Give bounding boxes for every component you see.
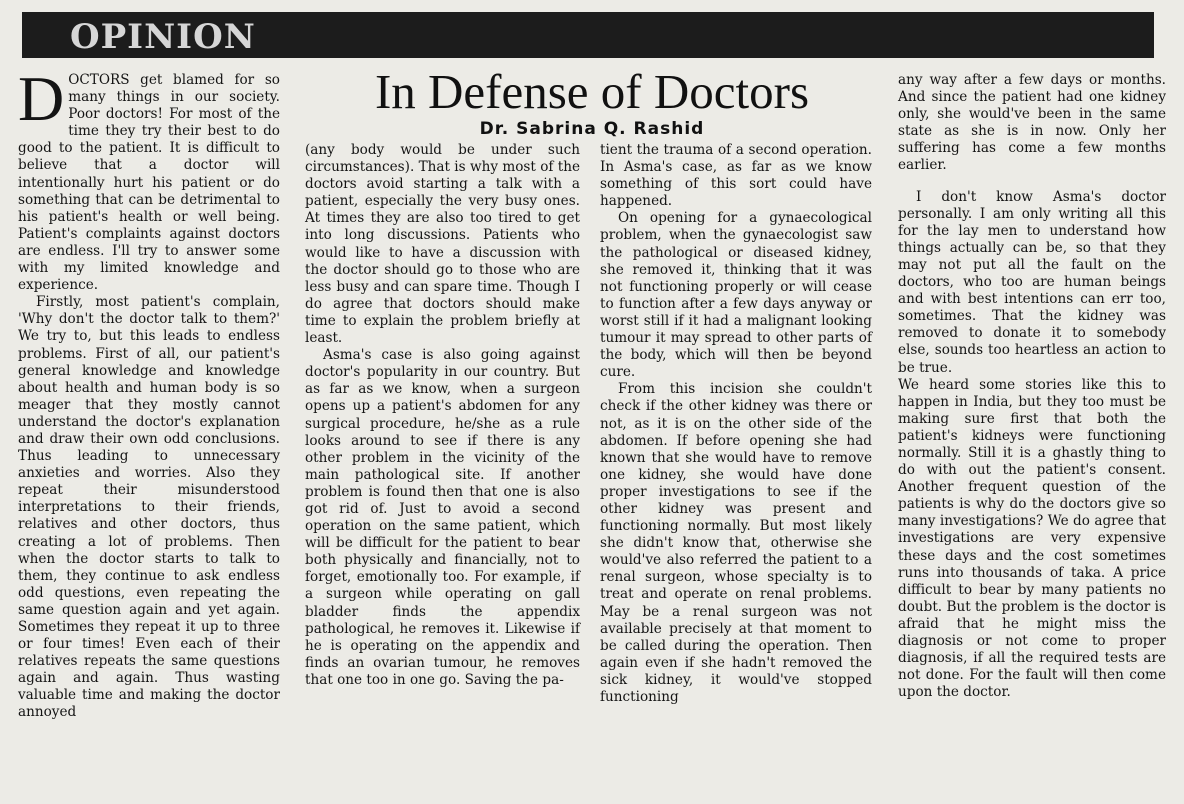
article-column-1 <box>18 63 280 722</box>
paragraph: I don't know Asma's doctor personally. I am only writing all this for the lay men to understand how things actually can be, so that they may not put all the fault on the doctors, who too are human beings and with best intentions can err too, sometimes. That the kidney was removed to donate it to somebody else, sounds too heartless an action to be true. <box>898 188 1166 376</box>
paragraph: any way after a few days or months. And since the patient had one kidney only, she would've been in the same state as she is in now. Only her suffering has come a few months earlier. <box>898 72 1166 174</box>
paragraph: Firstly, most patient's complain, 'Why don't the doctor talk to them?' We try to, but this leads to endless problems. First of all, our patient's general knowledge and knowledge about health and human body is so meager that they mostly cannot understand the doctor's explanation and draw their own odd conclusions. Thus leading to unnecessary anxieties and worries. Also they repeat their misunderstood interpretations to their friends, relatives and other doctors, thus creating a lot of problems. Then when the doctor starts to talk to them, they continue to ask endless odd questions, even repeating the same question again and yet again. Sometimes they repeat it up to three or four times! Even each of their relatives repeats the same questions again and again. Thus wasting valuable time and making the doctor annoyed <box>18 294 280 721</box>
article-headline: In Defense of Doctors <box>374 64 810 119</box>
paragraph: (any body would be under such circumstances). That is why most of the doctors avoid starting a talk with a patient, especially the very busy ones. At times they are also too tired to get into long discussions. Patients who would like to have a discussion with the doctor should go to those who are less busy and can spare time. Though I do agree that doctors should make time to explain the problem briefly at least. <box>305 142 580 347</box>
section-label: OPINION <box>70 17 256 57</box>
paragraph-text: get blamed for so many things in our society. Poor doctors! For most of the time they try their best to do good to the patient. It is difficult to believe that a doctor will intentionally hurt his patient or do something that can be detrimental to his patient's health or well being. Patient's complaints against doctors are endless. I'll try to answer some with my limited knowledge and experience. <box>18 72 280 294</box>
article-column-3 <box>600 142 872 706</box>
article-byline: Dr. Sabrina Q. Rashid <box>479 119 705 139</box>
paragraph: We heard some stories like this to happen in India, but they too must be making sure first that both the patient's kidneys were functioning normally. Still it is a ghastly thing to do with out the patient's consent. Another frequent question of the patients is why do the doctors give so many investigations? We do agree that investigations are very expensive these days and the cost sometimes runs into thousands of taka. A price difficult to bear by many patients no doubt. But the problem is the doctor is afraid that he might miss the diagnosis or not come to proper diagnosis, if all the required tests are not done. For the fault will then come upon the doctor. <box>898 376 1166 701</box>
paragraph: From this incision she couldn't check if the other kidney was there or not, as it is on the other side of the abdomen. If before opening she had known that she would have to remove one kidney, she would have done proper investigations to see if the other kidney was present and functioning normally. But most likely she didn't know that, otherwise she would've also referred the patient to a renal surgeon, whose specialty is to treat and operate on renal problems. May be a renal surgeon was not available precisely at that moment to be called during the operation. Then again even if she hadn't removed the sick kidney, it would've stopped functioning <box>600 381 872 705</box>
lead-in: OCTORS <box>68 72 130 88</box>
paragraph: tient the trauma of a second operation. In Asma's case, as far as we know something of this sort could have happened. <box>600 142 872 210</box>
paragraph: Asma's case is also going against doctor's popularity in our country. But as far as we know, when a surgeon opens up a patient's abdomen for any surgical procedure, he/she as a rule looks around to see if there is any other problem in the vicinity of the main pathological site. If another problem is found then that one is also got rid of. Just to avoid a second operation on the same patient, which will be difficult for the patient to bear both physically and financially, not to forget, emotionally too. For example, if a surgeon while operating on gall bladder finds the appendix pathological, he removes it. Likewise if he is operating on the appendix and finds an ovarian tumour, he removes that one too in one go. Saving the pa- <box>305 347 580 688</box>
paragraph: On opening for a gynaecological problem, when the gynaecologist saw the pathological or diseased kidney, she removed it, thinking that it was not functioning properly or will cease to function after a few days anyway or worst still if it had a malignant looking tumour it may spread to other parts of the body, which will then be beyond cure. <box>600 210 872 381</box>
section-banner <box>22 12 1154 58</box>
drop-cap: D <box>18 63 65 134</box>
paragraph <box>18 63 280 294</box>
article-column-4 <box>898 72 1166 701</box>
article-column-2 <box>305 142 580 689</box>
